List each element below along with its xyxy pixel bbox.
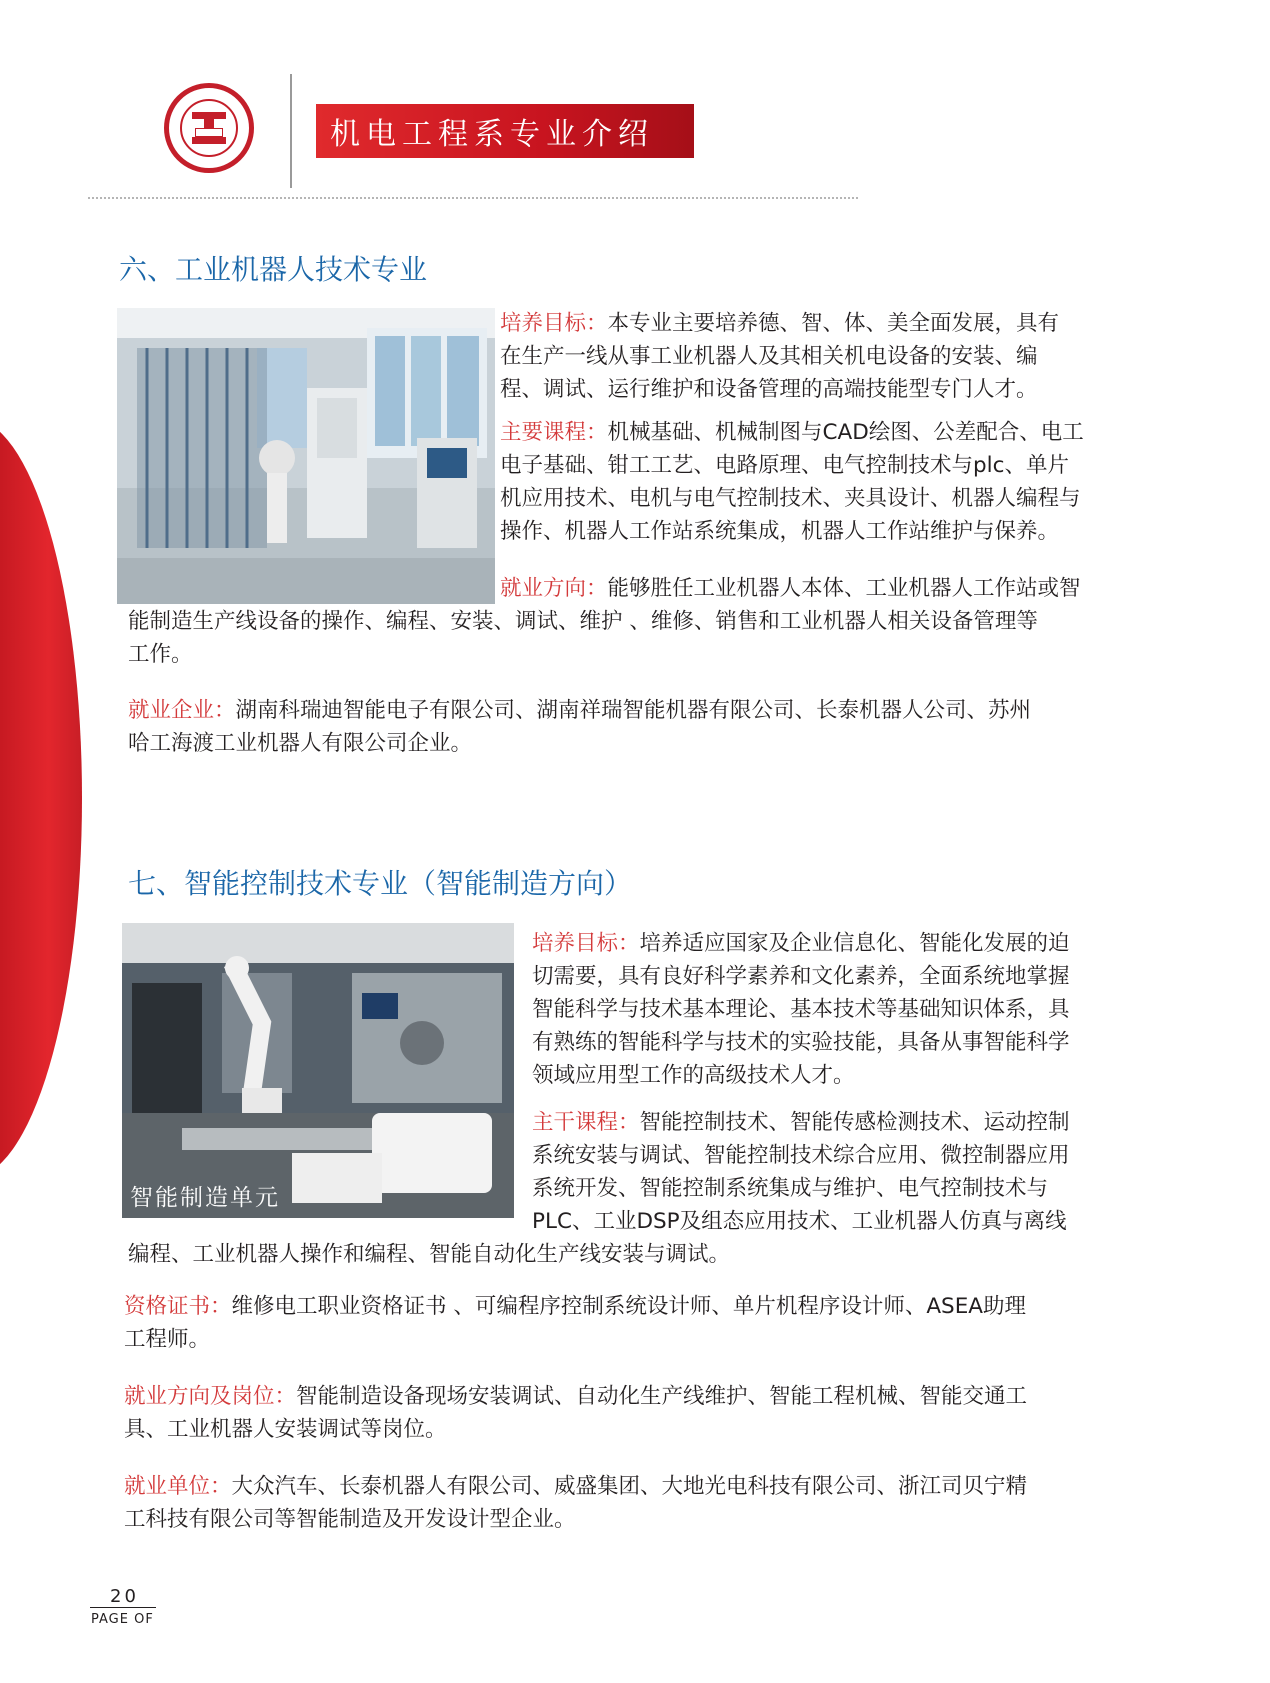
dotted-separator <box>88 197 858 199</box>
decorative-red-shape <box>0 418 82 1178</box>
text-line: 操作、机器人工作站系统集成，机器人工作站维护与保养。 <box>500 519 1060 544</box>
text-line: 系统开发、智能控制系统集成与维护、电气控制技术与 <box>532 1176 1049 1201</box>
text-line: 程、调试、运行维护和设备管理的高端技能型专门人才。 <box>500 377 1038 402</box>
page-title-banner: 机电工程系专业介绍 <box>316 104 694 158</box>
text-line: 切需要，具有良好科学素养和文化素养，全面系统地掌握 <box>532 964 1070 989</box>
text-line: 工科技有限公司等智能制造及开发设计型企业。 <box>124 1507 576 1532</box>
section6-title: 六、工业机器人技术专业 <box>119 253 428 286</box>
text-line: 能够胜任工业机器人本体、工业机器人工作站或智 <box>607 576 1081 601</box>
section7-courses-main <box>532 1106 1172 1238</box>
text-line: 机应用技术、电机与电气控制技术、夹具设计、机器人编程与 <box>500 486 1081 511</box>
section6-companies <box>128 694 1168 760</box>
page-number: 20 <box>110 1586 139 1607</box>
logo-emblem <box>180 99 238 157</box>
page-number-rule <box>90 1607 156 1608</box>
text-line: 哈工海渡工业机器人有限公司企业。 <box>128 731 473 756</box>
section7-goal <box>532 927 1172 1092</box>
text-line: 本专业主要培养德、智、体、美全面发展，具有 <box>607 311 1060 336</box>
section7-employers <box>124 1470 1168 1536</box>
section7-title: 七、智能控制技术专业（智能制造方向） <box>128 867 633 900</box>
section7-certificates <box>124 1290 1168 1356</box>
goal-label: 培养目标： <box>532 931 640 956</box>
section6-job-line1 <box>500 572 1160 605</box>
course-label: 主要课程： <box>500 420 608 445</box>
goal-label: 培养目标： <box>500 311 608 336</box>
smart-manufacturing-photo <box>122 923 514 1218</box>
text-line: 具、工业机器人安装调试等岗位。 <box>124 1417 447 1442</box>
robot-lab-photo <box>117 308 495 604</box>
text-line: 编程、工业机器人操作和编程、智能自动化生产线安装与调试。 <box>128 1242 731 1267</box>
text-line: 智能控制技术、智能传感检测技术、运动控制 <box>639 1110 1070 1135</box>
section7-courses-rest <box>128 1238 1168 1271</box>
text-line: 能制造生产线设备的操作、编程、安装、调试、维护 、维修、销售和工业机器人相关设备管理等 <box>128 609 1038 634</box>
company-label: 就业企业： <box>128 698 236 723</box>
course-label: 主干课程： <box>532 1110 640 1135</box>
text-line: 工作。 <box>128 642 193 667</box>
unit-label: 就业单位： <box>124 1474 232 1499</box>
job-label: 就业方向： <box>500 576 608 601</box>
text-line: 培养适应国家及企业信息化、智能化发展的迫 <box>639 931 1070 956</box>
text-line: 智能制造设备现场安装调试、自动化生产线维护、智能工程机械、智能交通工 <box>296 1384 1028 1409</box>
text-line: 大众汽车、长泰机器人有限公司、威盛集团、大地光电科技有限公司、浙江司贝宁精 <box>231 1474 1028 1499</box>
text-line: 机械基础、机械制图与CAD绘图、公差配合、电工 <box>607 420 1084 445</box>
section6-job-rest <box>128 605 1168 671</box>
text-line: 电子基础、钳工工艺、电路原理、电气控制技术与plc、单片 <box>500 453 1069 478</box>
header-divider <box>290 74 292 188</box>
photo-caption: 智能制造单元 <box>130 1185 280 1211</box>
section7-posts <box>124 1380 1168 1446</box>
section6-goal <box>500 307 1160 406</box>
text-line: 有熟练的智能科学与技术的实验技能，具备从事智能科学 <box>532 1030 1070 1055</box>
text-line: 维修电工职业资格证书 、可编程序控制系统设计师、单片机程序设计师、ASEA助理 <box>231 1294 1027 1319</box>
text-line: 工程师。 <box>124 1327 211 1352</box>
page-label: PAGE OF <box>91 1612 154 1627</box>
text-line: 领域应用型工作的高级技术人才。 <box>532 1063 855 1088</box>
text-line: 智能科学与技术基本理论、基本技术等基础知识体系，具 <box>532 997 1070 1022</box>
text-line: 系统安装与调试、智能控制技术综合应用、微控制器应用 <box>532 1143 1070 1168</box>
text-line: 湖南科瑞迪智能电子有限公司、湖南祥瑞智能机器有限公司、长泰机器人公司、苏州 <box>235 698 1032 723</box>
college-logo <box>164 83 254 173</box>
text-line: PLC、工业DSP及组态应用技术、工业机器人仿真与离线 <box>532 1209 1067 1234</box>
section6-courses <box>500 416 1160 548</box>
post-label: 就业方向及岗位： <box>124 1384 297 1409</box>
text-line: 在生产一线从事工业机器人及其相关机电设备的安装、编 <box>500 344 1038 369</box>
cert-label: 资格证书： <box>124 1294 232 1319</box>
